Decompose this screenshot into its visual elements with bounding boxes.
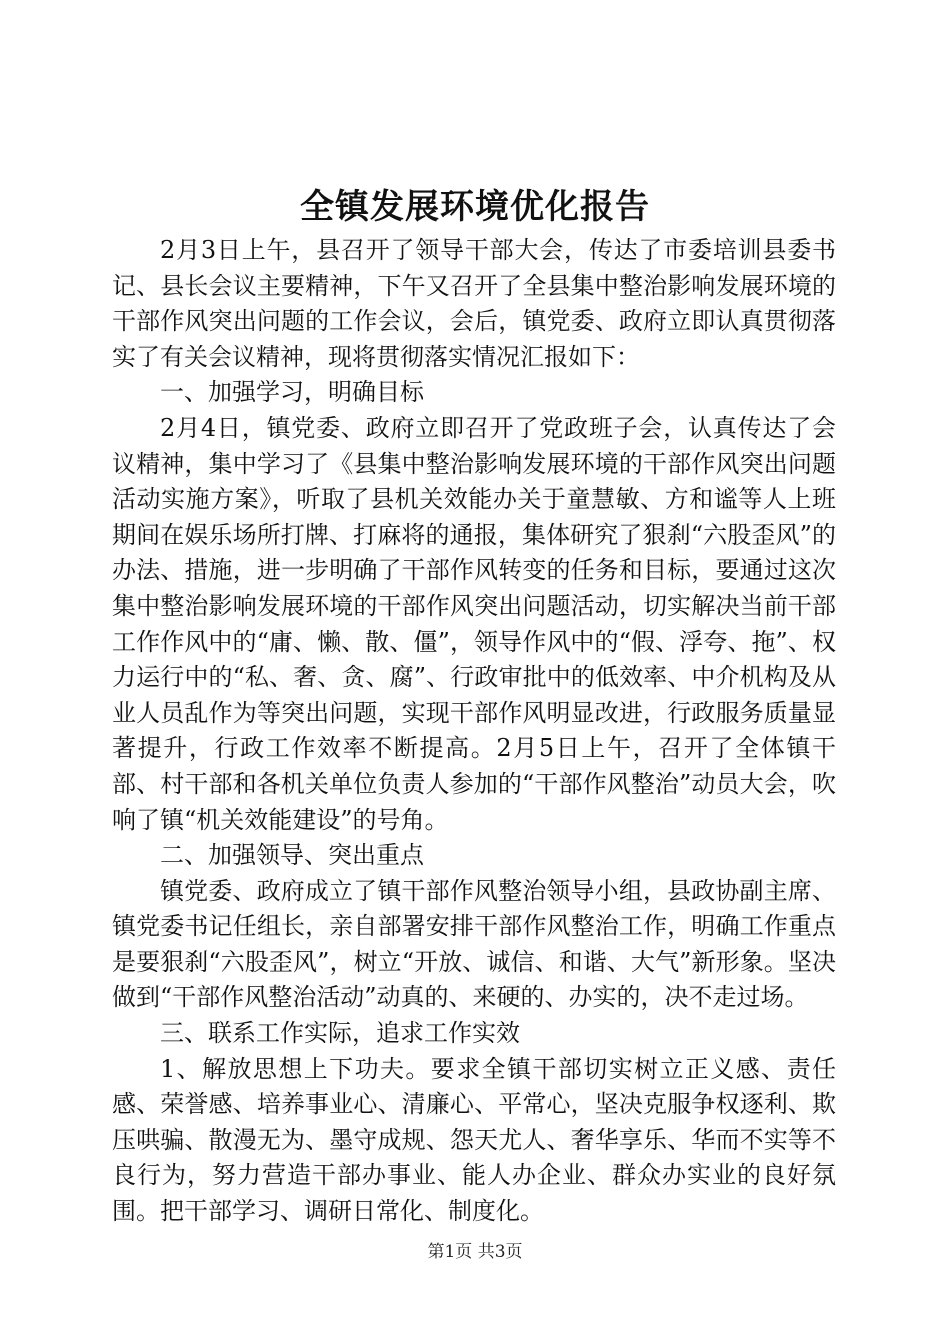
section-heading-1: 一、加强学习，明确目标 — [160, 378, 424, 407]
paragraph-section-1: 2月4日，镇党委、政府立即召开了党政班子会，认真传达了会议精神，集中学习了《县集中整治影响发展环境的干部作风突出问题活动实施方案》，听取了县机关效能办关于童慧敏、方和谧等人上班期间在娱乐场所打牌、打麻将的通报，集体研究了狠刹“六股歪风”的办法、措施，进一步明确了干部作风转变的任务和目标，要通过这次集中整治影响发展环境的干部作风突出问题活动，切实解决当前干部工作作风中的“庸、懒、散、僵”，领导作风中的“假、浮夸、拖”、权力运行中的“私、奢、贪、腐”、行政审批中的低效率、中介机构及从业人员乱作为等突出问题，实现干部作风明显改进，行政服务质量显著提升，行政工作效率不断提高。2月5日上午，召开了全体镇干部、村干部和各机关单位负责人参加的“干部作风整治”动员大会，吹响了镇“机关效能建设”的号角。 — [112, 413, 836, 834]
paragraph-intro: 2月3日上午，县召开了领导干部大会，传达了市委培训县委书记、县长会议主要精神，下午又召开了全县集中整治影响发展环境的干部作风突出问题的工作会议，会后，镇党委、政府立即认真贯彻落实了有关会议精神，现将贯彻落实情况汇报如下： — [112, 236, 836, 371]
document-body — [112, 233, 836, 1230]
section-heading-3: 三、联系工作实际，追求工作实效 — [160, 1019, 520, 1048]
document-title: 全镇发展环境优化报告 — [300, 187, 650, 227]
section-heading-2: 二、加强领导、突出重点 — [160, 841, 424, 870]
paragraph-section-2: 镇党委、政府成立了镇干部作风整治领导小组，县政协副主席、镇党委书记任组长，亲自部署安排干部作风整治工作，明确工作重点是要狠刹“六股歪风”，树立“开放、诚信、和谐、大气”新形象。坚决做到“干部作风整治活动”动真的、来硬的、办实的，决不走过场。 — [112, 876, 836, 1012]
paragraph-section-3-item-1: 1、解放思想上下功夫。要求全镇干部切实树立正义感、责任感、荣誉感、培养事业心、清廉心、平常心，坚决克服争权逐利、欺压哄骗、散漫无为、墨守成规、怨天尤人、奢华享乐、华而不实等不良行为，努力营造干部办事业、能人办企业、群众办实业的良好氛围。把干部学习、调研日常化、制度化。 — [112, 1054, 836, 1226]
page-number-footer: 第1页 共3页 — [427, 1242, 523, 1262]
